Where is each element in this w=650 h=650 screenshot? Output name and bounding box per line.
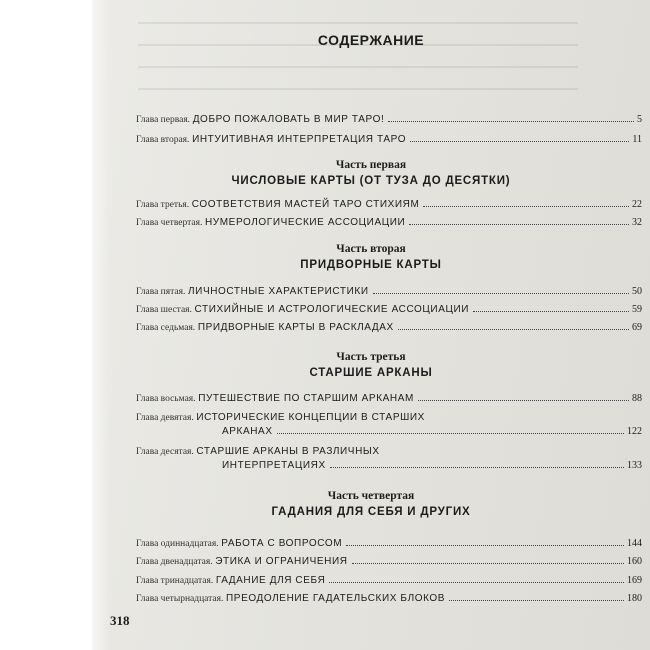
page-ref: 133 (627, 460, 642, 471)
part-label: Часть третья (336, 351, 406, 363)
part-title: ЧИСЛОВЫЕ КАРТЫ (ОТ ТУЗА ДО ДЕСЯТКИ) (231, 175, 511, 187)
chapter-title: ИСТОРИЧЕСКИЕ КОНЦЕПЦИИ В СТАРШИХ (196, 412, 425, 423)
page-ref: 69 (632, 322, 642, 333)
toc-entry (136, 392, 642, 406)
chapter-title: РАБОТА С ВОПРОСОМ (221, 538, 343, 549)
chapter-title: ИНТУИТИВНАЯ ИНТЕРПРЕТАЦИЯ ТАРО (192, 134, 407, 145)
chapter-title: СООТВЕТСТВИЯ МАСТЕЙ ТАРО СТИХИЯМ (191, 199, 420, 210)
chapter-label: Глава третья. (136, 200, 190, 210)
page-ref: 11 (632, 134, 642, 145)
part-label: Часть первая (335, 159, 407, 171)
page-ref: 160 (627, 556, 642, 567)
chapter-label: Глава одиннадцатая. (136, 539, 219, 549)
bleed-through-text (138, 8, 578, 108)
chapter-label: Глава тринадцатая. (136, 576, 214, 586)
page-ref: 122 (627, 426, 642, 437)
leader-dots (409, 224, 629, 225)
leader-dots (373, 293, 629, 294)
part-heading (92, 489, 650, 520)
chapter-label: Глава двенадцатая. (136, 557, 213, 567)
toc-title: СОДЕРЖАНИЕ (317, 32, 425, 48)
page-gutter-shadow (92, 0, 110, 650)
chapter-title: НУМЕРОЛОГИЧЕСКИЕ АССОЦИАЦИИ (204, 217, 406, 228)
leader-dots (330, 467, 624, 468)
toc-entry (136, 411, 642, 439)
page-number: 318 (110, 613, 130, 628)
leader-dots (277, 433, 624, 434)
leader-dots (423, 206, 629, 207)
chapter-label: Глава четырнадцатая. (136, 594, 224, 604)
toc-entry (136, 303, 642, 317)
chapter-title-continuation: ИНТЕРПРЕТАЦИЯХ (222, 460, 326, 471)
book-page (92, 0, 650, 650)
toc-entry (136, 537, 642, 551)
leader-dots (329, 582, 624, 583)
toc-entry (136, 113, 642, 127)
chapter-label: Глава шестая. (136, 305, 192, 315)
chapter-title-continuation: АРКАНАХ (222, 426, 273, 437)
page-ref: 32 (632, 217, 642, 228)
toc-entry (136, 592, 642, 606)
toc-entry (136, 321, 642, 335)
leader-dots (388, 121, 634, 122)
part-title: СТАРШИЕ АРКАНЫ (309, 367, 433, 379)
chapter-label: Глава четвертая. (136, 218, 203, 228)
leader-dots (398, 329, 629, 330)
page-ref: 59 (632, 304, 642, 315)
chapter-title: ДОБРО ПОЖАЛОВАТЬ В МИР ТАРО! (192, 114, 385, 125)
part-label: Часть вторая (336, 243, 406, 255)
chapter-title: ПРИДВОРНЫЕ КАРТЫ В РАСКЛАДАХ (197, 322, 394, 333)
leader-dots (449, 600, 624, 601)
page-ref: 22 (632, 199, 642, 210)
toc-entry (136, 574, 642, 588)
toc-entry (136, 555, 642, 569)
toc-entry (136, 285, 642, 299)
chapter-label: Глава восьмая. (136, 394, 196, 404)
page-ref: 144 (627, 538, 642, 549)
chapter-label: Глава вторая. (136, 135, 190, 145)
part-label: Часть четвертая (327, 490, 415, 502)
chapter-label: Глава девятая. (136, 413, 194, 423)
chapter-title: ЭТИКА И ОГРАНИЧЕНИЯ (215, 556, 348, 567)
chapter-title: ГАДАНИЕ ДЛЯ СЕБЯ (215, 575, 326, 586)
page-ref: 88 (632, 393, 642, 404)
chapter-label: Глава десятая. (136, 447, 194, 457)
chapter-title: ПУТЕШЕСТВИЕ ПО СТАРШИМ АРКАНАМ (198, 393, 414, 404)
chapter-label: Глава седьмая. (136, 323, 196, 333)
chapter-title: СТАРШИЕ АРКАНЫ В РАЗЛИЧНЫХ (196, 446, 380, 457)
leader-dots (418, 400, 629, 401)
page-ref: 169 (627, 575, 642, 586)
toc-entry (136, 445, 642, 473)
leader-dots (346, 545, 624, 546)
page-ref: 5 (637, 114, 642, 125)
page-ref: 50 (632, 286, 642, 297)
part-title: ПРИДВОРНЫЕ КАРТЫ (300, 259, 442, 271)
page-ref: 180 (627, 593, 642, 604)
leader-dots (473, 311, 629, 312)
part-heading (92, 350, 650, 381)
chapter-label: Глава первая. (136, 115, 191, 125)
leader-dots (352, 563, 624, 564)
toc-entry (136, 216, 642, 230)
chapter-title: СТИХИЙНЫЕ И АСТРОЛОГИЧЕСКИЕ АССОЦИАЦИИ (194, 304, 470, 315)
part-heading (92, 242, 650, 273)
leader-dots (410, 141, 629, 142)
part-heading (92, 158, 650, 189)
chapter-title: ЛИЧНОСТНЫЕ ХАРАКТЕРИСТИКИ (188, 286, 369, 297)
chapter-title: ПРЕОДОЛЕНИЕ ГАДАТЕЛЬСКИХ БЛОКОВ (226, 593, 446, 604)
chapter-label: Глава пятая. (136, 287, 186, 297)
part-title: ГАДАНИЯ ДЛЯ СЕБЯ И ДРУГИХ (271, 506, 471, 518)
toc-entry (136, 198, 642, 212)
toc-entry (136, 133, 642, 147)
